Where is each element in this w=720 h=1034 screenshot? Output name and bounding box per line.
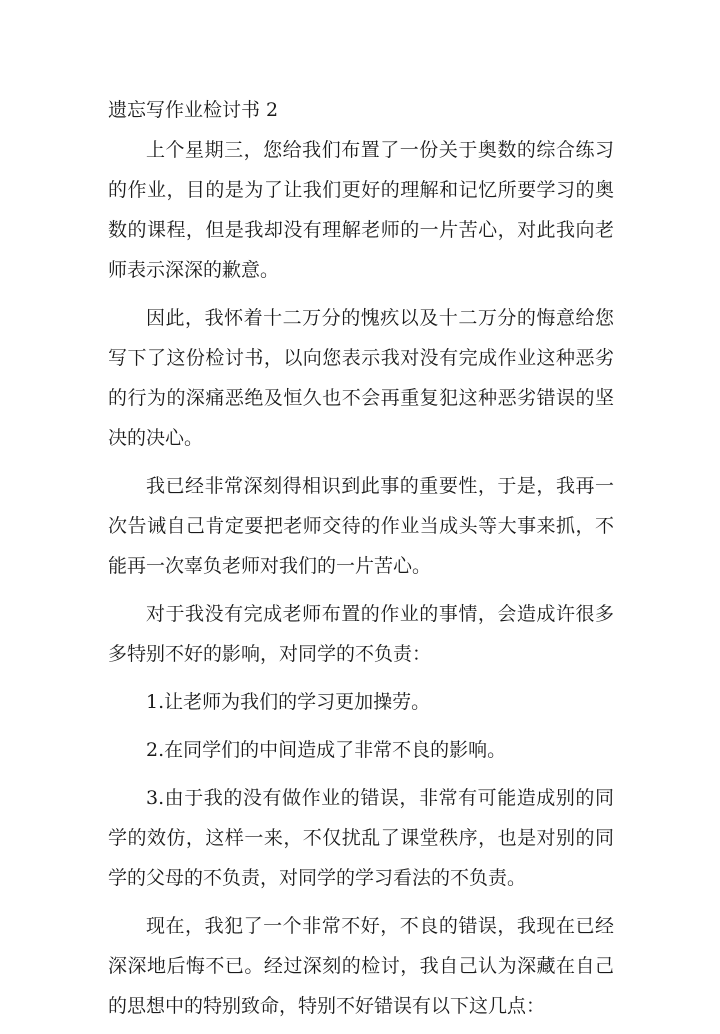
- paragraph: 我已经非常深刻得相识到此事的重要性，于是，我再一次告诫自己肯定要把老师交待的作业当成头等大事来抓，不能再一次辜负老师对我们的一片苦心。: [108, 475, 614, 577]
- paragraph: 因此，我怀着十二万分的愧疚以及十二万分的悔意给您写下了这份检讨书，以向您表示我对没有完成作业这种恶劣的行为的深痛恶绝及恒久也不会再重复犯这种恶劣错误的坚决的决心。: [108, 307, 614, 449]
- document-title: 遗忘写作业检讨书 2: [108, 99, 279, 121]
- paragraph: 上个星期三，您给我们布置了一份关于奥数的综合练习的作业，目的是为了让我们更好的理解和记忆所要学习的奥数的课程，但是我却没有理解老师的一片苦心，对此我向老师表示深深的歉意。: [108, 139, 614, 281]
- list-item: 2.在同学们的中间造成了非常不良的影响。: [146, 739, 507, 761]
- closing-paragraph: 现在，我犯了一个非常不好，不良的错误，我现在已经深深地后悔不已。经过深刻的检讨，我自己认为深藏在自己的思想中的特别致命，特别不好错误有以下这几点：: [108, 915, 614, 1017]
- document-body: [108, 130, 614, 1034]
- list-item: 1.让老师为我们的学习更加操劳。: [146, 691, 431, 713]
- list-item: 3.由于我的没有做作业的错误，非常有可能造成别的同学的效仿，这样一来，不仅扰乱了课堂秩序，也是对别的同学的父母的不负责，对同学的学习看法的不负责。: [108, 787, 614, 889]
- paragraph: 对于我没有完成老师布置的作业的事情，会造成许很多多特别不好的影响，对同学的不负责：: [108, 603, 614, 665]
